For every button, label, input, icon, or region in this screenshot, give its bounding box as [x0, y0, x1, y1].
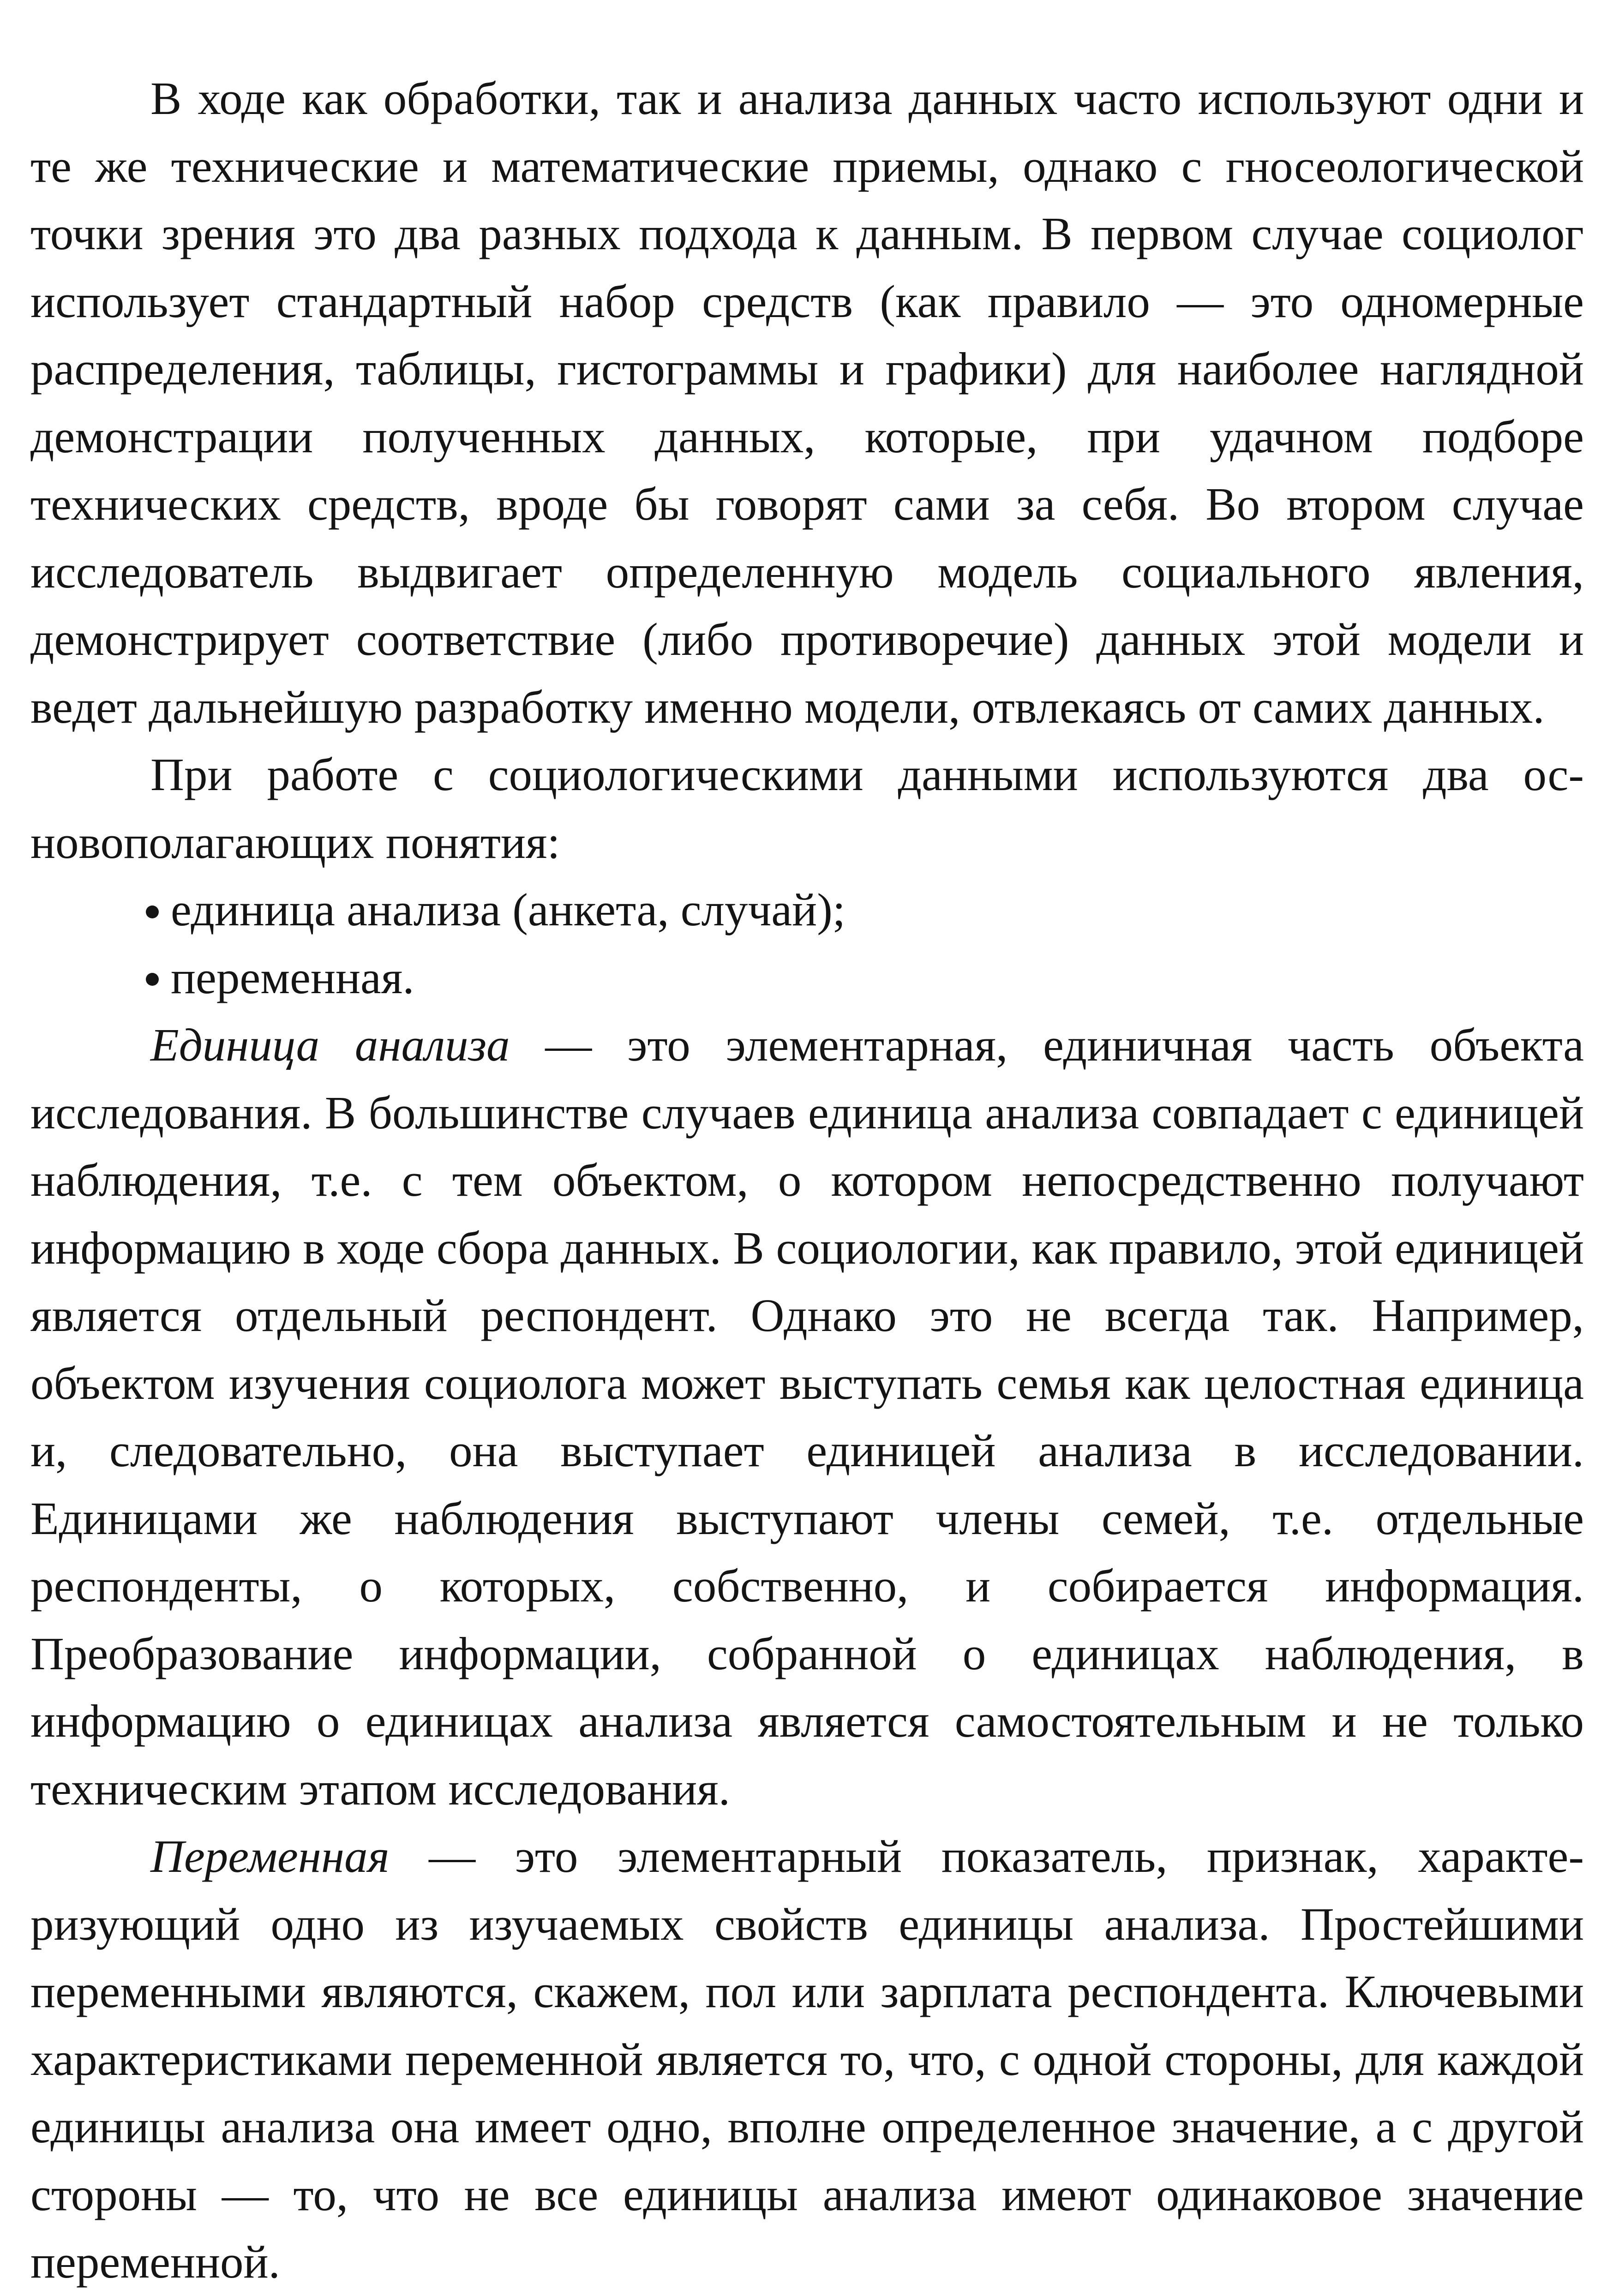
term-variable: Переменная	[150, 1830, 390, 1882]
bullet-icon	[146, 973, 159, 986]
list-item	[30, 876, 1584, 944]
concepts-list	[30, 876, 1584, 1011]
bullet-icon	[146, 905, 159, 918]
list-item	[30, 944, 1584, 1012]
body-text	[30, 65, 1584, 2296]
list-item-text: единица анализа (анкета, случай);	[171, 884, 845, 935]
paragraph-processing-vs-analysis: В ходе как обработки, так и анализа данных часто используют одни и те же технические и математические приемы, однако с гносеологической точки зрения это два разных подхода к данным. В первом случае социолог использует стандартный набор средств (как правило — это одномерные распределения, таблицы, гистограммы и графики) для наиболее наглядной демонстрации полученных данных, которые, при удачном подборе технических средств, вроде бы говорят сами за себя. Во втором случае исследователь выдвигает определенную модель социального явления, демонстрирует соответствие (либо противоречие) данных этой модели и ведет дальнейшую разработку именно модели, отвлекаясь от самих данных.	[30, 72, 1584, 733]
paragraph-unit-of-analysis	[30, 1011, 1584, 1822]
paragraph-variable	[30, 1822, 1584, 2296]
definition-variable: — это элементарный показатель, признак, характеризующий одно из изучаемых свойств единицы анализа. Простейшими переменными являются, скажем, пол или зарплата респондента. Ключевыми характеристиками переменной является то, что, с одной стороны, для каждой единицы анализа она имеет одно, вполне определенное значение, а с другой стороны — то, что не все единицы анализа имеют одинаковое значение переменной.	[30, 1830, 1584, 2288]
term-unit-of-analysis: Единица анализа	[150, 1019, 510, 1071]
definition-unit-of-analysis: — это элементарная, единичная часть объекта исследования. В большинстве случаев единица анализа совпадает с единицей наблюдения, т.е. с тем объектом, о котором непосредственно получают информацию в ходе сбора данных. В социологии, как правило, этой единицей является отдельный респондент. Однако это не всегда так. Например, объектом изучения социолога может выступать семья как целостная единица и, следовательно, она выступает единицей анализа в исследовании. Единицами же наблюдения выступают члены семей, т.е. отдельные респонденты, о которых, собственно, и собирается информация. Преобразование информации, собранной о единицах наблюдения, в информацию о единицах анализа является самостоятельным и не только техническим этапом исследования.	[30, 1019, 1584, 1815]
paragraph-basic-concepts: При работе с социологическими данными используются два основополагающих понятия:	[30, 749, 1584, 868]
list-item-text: переменная.	[171, 951, 414, 1003]
